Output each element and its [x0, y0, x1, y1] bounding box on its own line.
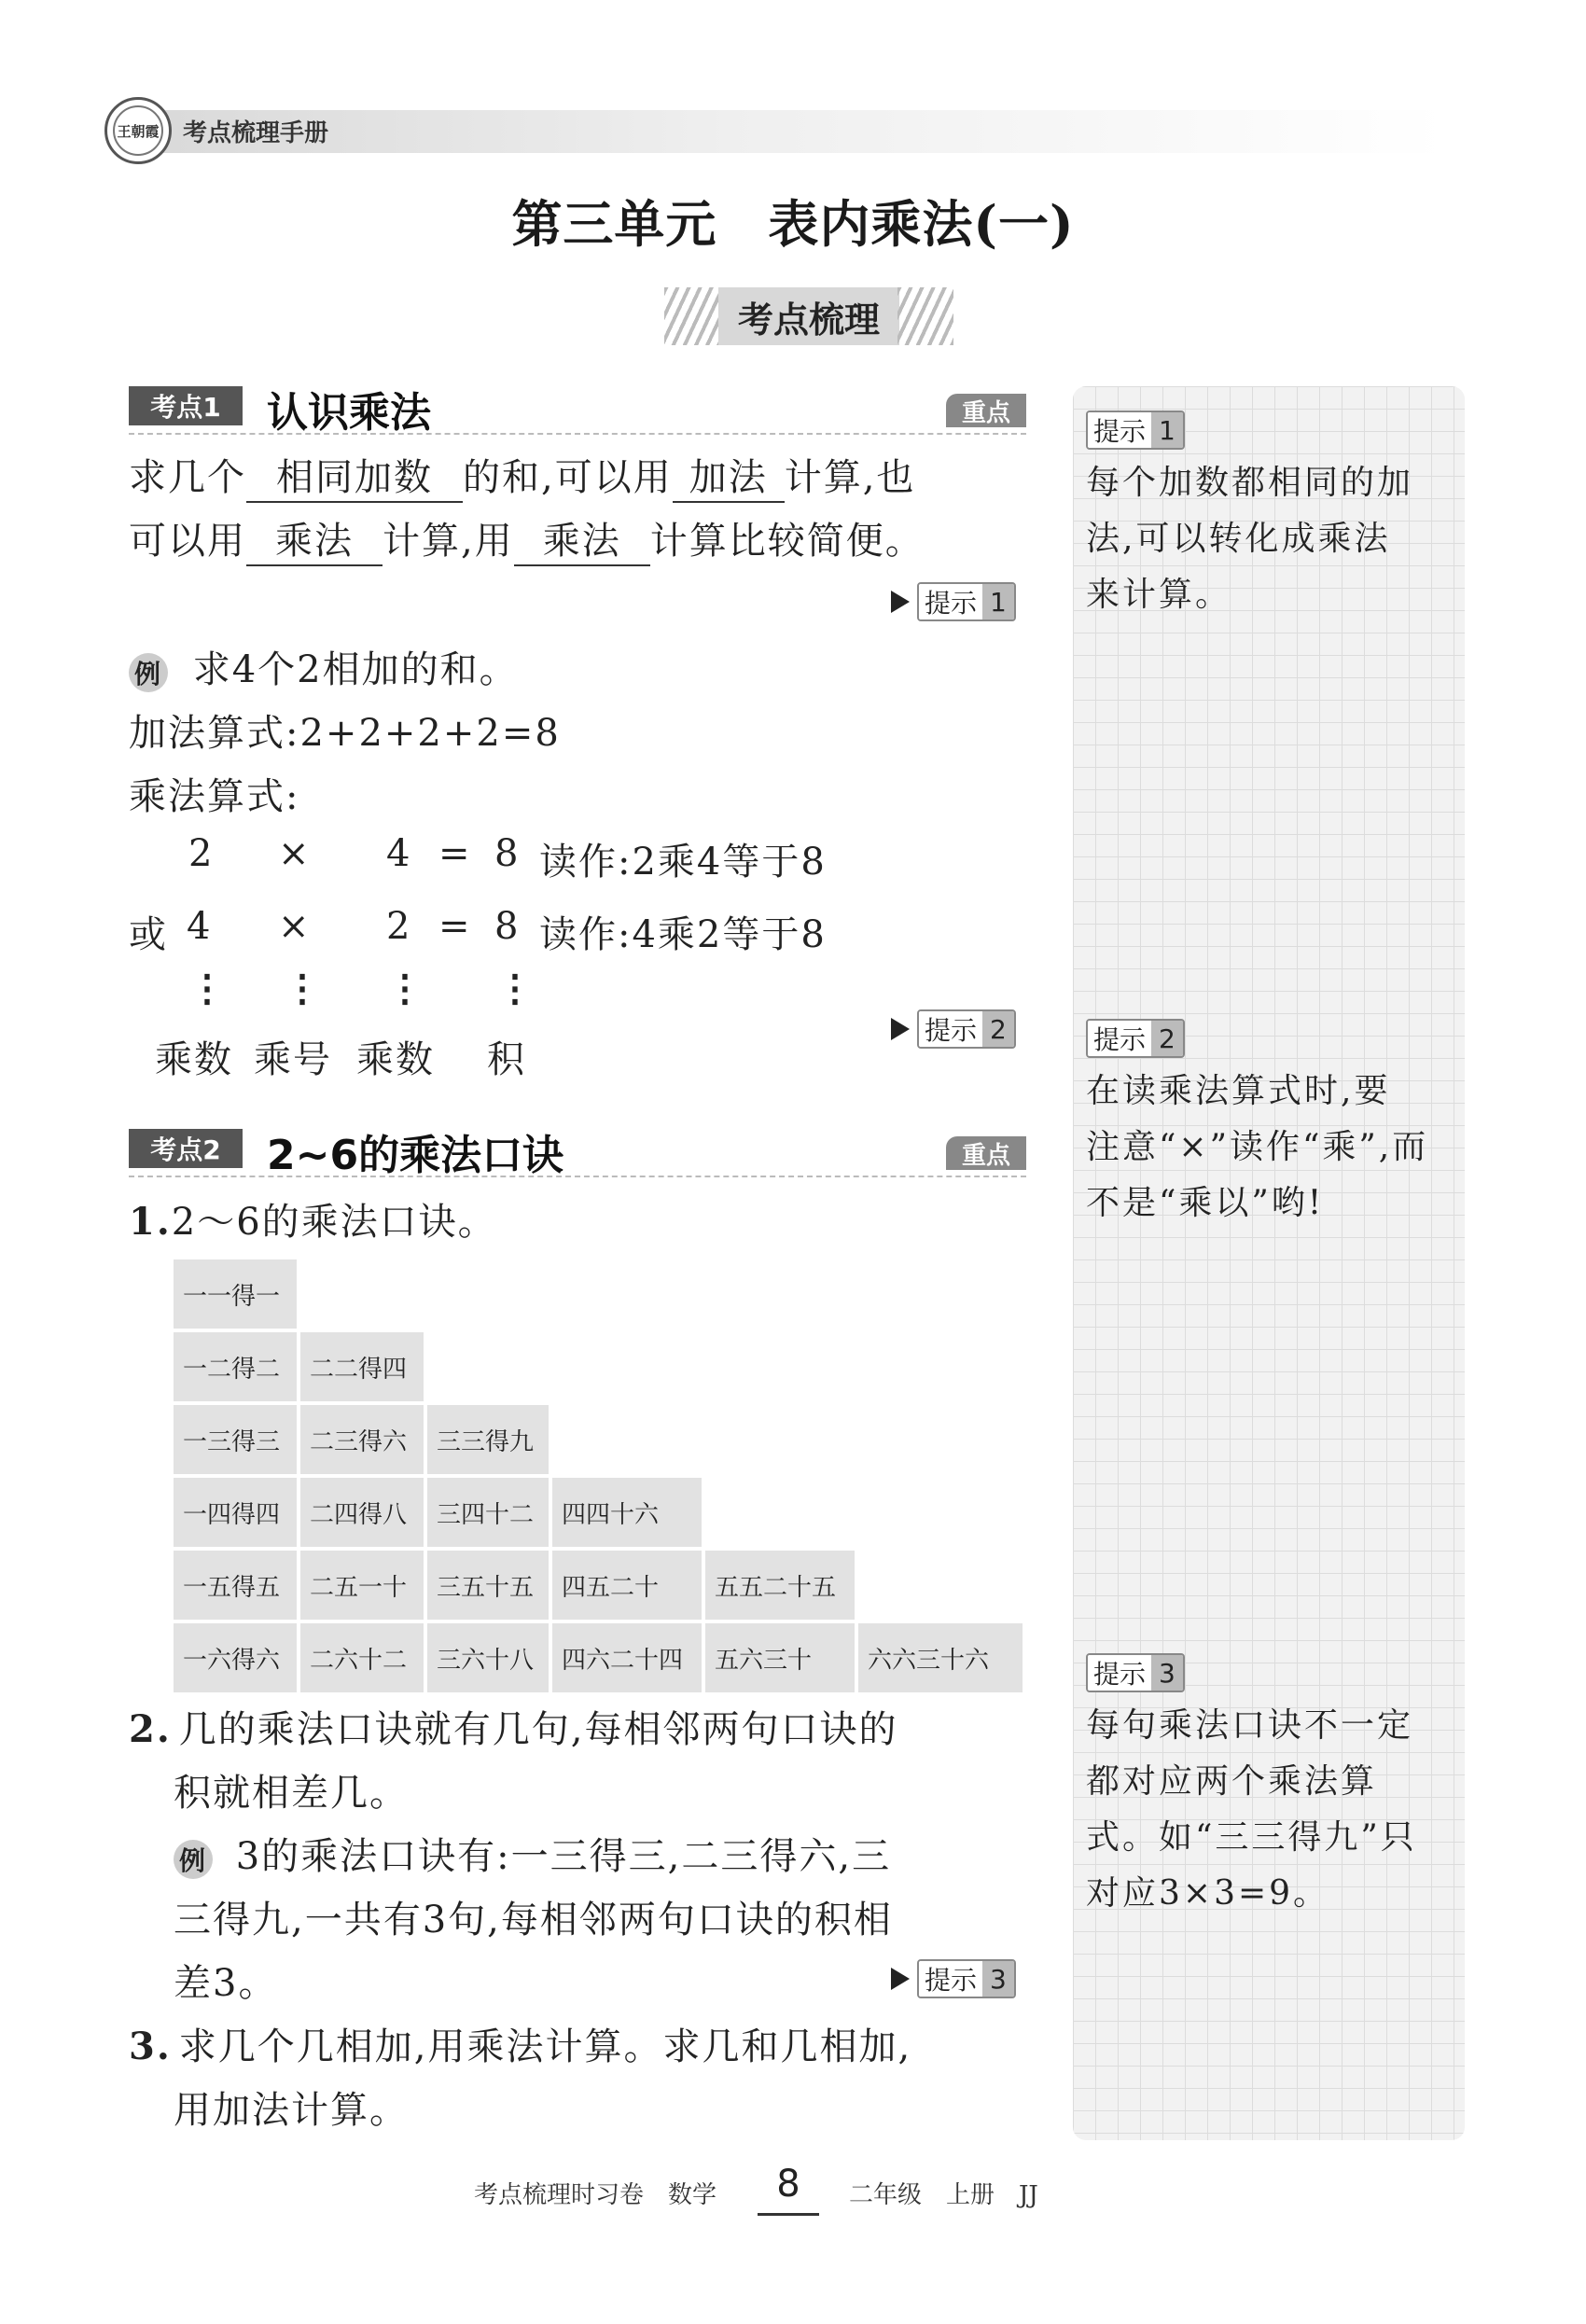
tip-text	[1086, 455, 1455, 623]
example-2-line3: 差3。	[174, 1962, 278, 2005]
text: 的和,可以用	[463, 456, 673, 499]
example-badge: 例	[129, 653, 168, 692]
name-factor: 乘数	[155, 1038, 233, 1081]
addition-formula: 加法算式:2+2+2+2=8	[129, 712, 561, 755]
section-1-badge: 考点1	[129, 386, 243, 425]
page-footer	[0, 2163, 1586, 2219]
vertical-dots: ⋮	[284, 967, 323, 1010]
table-cell: 三五十五	[427, 1551, 549, 1620]
reading: 读作:4乘2等于8	[539, 913, 827, 956]
reading: 读作:2乘4等于8	[539, 841, 827, 884]
triangle-arrow-icon	[891, 1018, 910, 1040]
section-2-header	[129, 1127, 1026, 1177]
tip-line: 来计算。	[1086, 576, 1232, 614]
tip-line: 对应3×3=9。	[1086, 1874, 1330, 1913]
table-cell: 一一得一	[174, 1259, 297, 1329]
table-cell: 一三得三	[174, 1405, 297, 1474]
table-cell: 四六二十四	[552, 1623, 702, 1692]
text: 求几个	[129, 456, 246, 499]
table-cell: 五六三十	[705, 1623, 855, 1692]
triangle-arrow-icon	[891, 1968, 910, 1990]
page-number: 8	[758, 2163, 819, 2216]
multiplication-table	[174, 1259, 1013, 1698]
example-2-line1	[174, 1827, 891, 1880]
tip-line: 都对应两个乘法算	[1086, 1762, 1378, 1801]
tip-line: 每句乘法口诀不一定	[1086, 1706, 1414, 1745]
product: 8	[494, 832, 521, 875]
fill-blank: 加法	[673, 448, 785, 503]
point-1	[129, 1192, 497, 1245]
section-2-key-badge: 重点	[946, 1136, 1026, 1170]
text: 计算比较简便。	[649, 520, 925, 563]
section-banner	[664, 287, 953, 345]
multiply-sign: ×	[278, 905, 312, 948]
table-cell: 二六十二	[300, 1623, 424, 1692]
vertical-dots: ⋮	[496, 967, 536, 1010]
hint-2-reference	[891, 1009, 1016, 1049]
tip-text	[1086, 1698, 1455, 1922]
hint-number: 2	[982, 1011, 1014, 1047]
tip-line: 在读乘法算式时,要	[1086, 1072, 1391, 1110]
example-2-line2: 三得九,一共有3句,每相邻两句口诀的积相	[174, 1899, 893, 1941]
table-cell: 一六得六	[174, 1623, 297, 1692]
hint-number: 1	[982, 584, 1014, 619]
section-2-title: 2~6的乘法口诀	[267, 1132, 564, 1179]
tip-badge	[1086, 411, 1185, 450]
tip-3	[1086, 1653, 1455, 1922]
example-badge: 例	[174, 1840, 213, 1879]
factor: 4	[386, 832, 412, 875]
hint-word: 提示	[919, 584, 982, 619]
unit-title: 第三单元 表内乘法(一)	[511, 194, 1075, 254]
tip-badge	[1086, 1019, 1185, 1058]
table-cell: 四四十六	[552, 1478, 702, 1547]
point-number: 1.	[129, 1200, 172, 1244]
text: 求几个几相加,用乘法计算。求几和几相加,	[178, 2025, 912, 2068]
banner-stripes-left	[664, 287, 720, 345]
text: 计算,用	[383, 520, 514, 563]
hint-word: 提示	[1088, 412, 1151, 448]
name-product: 积	[487, 1038, 526, 1081]
hint-number: 3	[982, 1961, 1014, 1997]
example-question	[129, 640, 519, 693]
product: 8	[494, 905, 521, 948]
triangle-arrow-icon	[891, 591, 910, 613]
hint-number: 3	[1151, 1655, 1183, 1691]
table-cell: 一二得二	[174, 1332, 297, 1401]
vertical-dots: ⋮	[188, 967, 228, 1010]
banner-label: 考点梳理	[718, 287, 899, 345]
point-2-line2: 积就相差几。	[174, 1772, 409, 1815]
header-band	[140, 110, 1446, 153]
sec1-line1	[129, 448, 915, 503]
section-1-title: 认识乘法	[267, 389, 431, 437]
multiplication-label: 乘法算式:	[129, 775, 300, 818]
table-cell: 三四十二	[427, 1478, 549, 1547]
name-factor: 乘数	[356, 1038, 435, 1081]
hint-word: 提示	[1088, 1021, 1151, 1056]
tip-1	[1086, 411, 1455, 623]
tip-text	[1086, 1064, 1455, 1232]
factor: 4	[187, 905, 213, 948]
banner-stripes-right	[897, 287, 953, 345]
text: 3的乘法口诀有:一三得三,二三得六,三	[235, 1835, 892, 1878]
table-cell: 四五二十	[552, 1551, 702, 1620]
header-title: 考点梳理手册	[183, 119, 329, 147]
text: 求4个2相加的和。	[192, 648, 519, 691]
table-cell: 五五二十五	[705, 1551, 855, 1620]
tip-badge	[1086, 1653, 1185, 1692]
text: 可以用	[129, 520, 246, 563]
table-cell: 二三得六	[300, 1405, 424, 1474]
hint-badge	[917, 1009, 1016, 1049]
sec1-line2	[129, 511, 925, 566]
fill-blank: 相同加数	[246, 448, 463, 503]
point-number: 3.	[129, 2025, 172, 2068]
publisher-logo	[104, 97, 172, 164]
table-cell: 二四得八	[300, 1478, 424, 1547]
table-cell: 六六三十六	[858, 1623, 1023, 1692]
section-1-header	[129, 384, 1026, 435]
or-label: 或	[129, 913, 168, 956]
hint-word: 提示	[1088, 1655, 1151, 1691]
fill-blank: 乘法	[514, 511, 650, 566]
text: 2～6的乘法口诀。	[171, 1201, 497, 1244]
footer-book-title: 考点梳理时习卷 数学	[474, 2181, 717, 2209]
text: 计算,也	[784, 456, 916, 499]
footer-grade: 二年级 上册 JJ	[849, 2181, 1038, 2209]
tip-line: 法,可以转化成乘法	[1086, 520, 1391, 558]
point-3-line1	[129, 2017, 911, 2070]
table-cell: 一四得四	[174, 1478, 297, 1547]
point-2-line1	[129, 1700, 897, 1753]
multiply-sign: ×	[278, 832, 312, 875]
section-1-key-badge: 重点	[946, 394, 1026, 427]
tip-line: 每个加数都相同的加	[1086, 464, 1414, 502]
hint-number: 1	[1151, 412, 1183, 448]
fill-blank: 乘法	[246, 511, 383, 566]
point-number: 2.	[129, 1707, 172, 1751]
point-3-line2: 用加法计算。	[174, 2089, 409, 2132]
hint-3-reference	[891, 1959, 1016, 1998]
hint-word: 提示	[919, 1011, 982, 1047]
equals-sign: =	[438, 832, 472, 875]
tip-line: 式。如“三三得九”只	[1086, 1818, 1417, 1857]
hint-word: 提示	[919, 1961, 982, 1997]
table-cell: 二二得四	[300, 1332, 424, 1401]
logo-text: 王朝霞	[113, 105, 163, 156]
factor: 2	[188, 832, 215, 875]
table-cell: 二五一十	[300, 1551, 424, 1620]
hint-badge	[917, 1959, 1016, 1998]
table-cell: 三六十八	[427, 1623, 549, 1692]
table-cell: 三三得九	[427, 1405, 549, 1474]
factor: 2	[386, 905, 412, 948]
hint-number: 2	[1151, 1021, 1183, 1056]
tip-line: 注意“×”读作“乘”,而	[1086, 1128, 1429, 1166]
hint-badge	[917, 582, 1016, 621]
tip-2	[1086, 1019, 1455, 1232]
vertical-dots: ⋮	[386, 967, 425, 1010]
section-2-badge: 考点2	[129, 1129, 243, 1168]
table-cell: 一五得五	[174, 1551, 297, 1620]
name-multiply-sign: 乘号	[254, 1038, 332, 1081]
tip-line: 不是“乘以”哟!	[1086, 1184, 1325, 1222]
hint-1-reference	[891, 582, 1016, 621]
text: 几的乘法口诀就有几句,每相邻两句口诀的	[178, 1708, 898, 1751]
equals-sign: =	[438, 905, 472, 948]
